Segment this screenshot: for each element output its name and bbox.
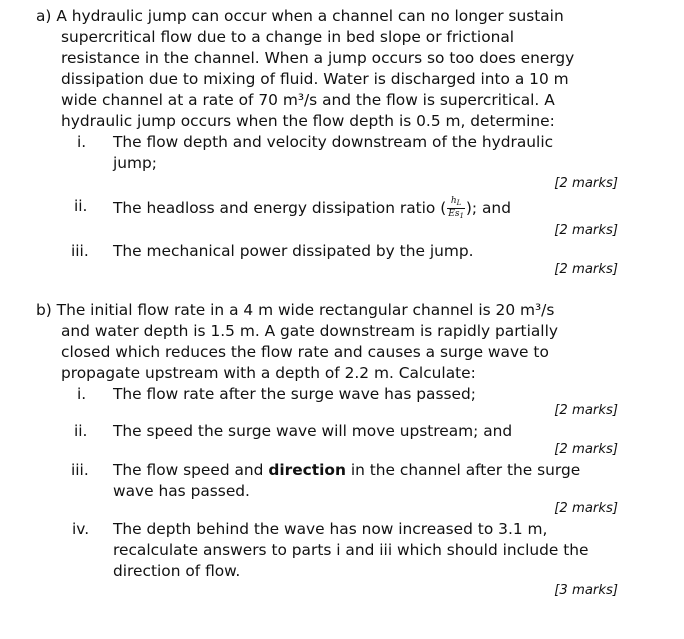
part-a-line-4: dissipation due to mixing of fluid. Water is discharged into a 10 m <box>61 70 569 88</box>
part-a-item-ii-marks: [2 marks] <box>554 223 618 238</box>
part-b-item-i-number: i. <box>77 385 87 403</box>
part-b-item-iv-text-line-1: The depth behind the wave has now increased to 3.1 m, <box>113 520 548 538</box>
part-b-item-iii-text-line-1 <box>113 460 580 481</box>
part-b-item-ii-number: ii. <box>74 422 88 440</box>
part-a-item-ii-number: ii. <box>74 197 88 215</box>
part-a-line-5: wide channel at a rate of 70 m³/s and the flow is supercritical. A <box>61 91 555 109</box>
fraction-denominator-symbol: Es <box>448 209 460 219</box>
part-b-line-3: closed which reduces the flow rate and causes a surge wave to <box>61 343 549 361</box>
part-b-line-2: and water depth is 1.5 m. A gate downstream is rapidly partially <box>61 322 558 340</box>
part-b-line-1: b) The initial flow rate in a 4 m wide rectangular channel is 20 m³/s <box>36 301 555 319</box>
part-b-item-ii-marks: [2 marks] <box>554 442 618 457</box>
fraction-numerator-symbol: h <box>450 196 457 206</box>
part-a-item-iii-number: iii. <box>71 242 89 260</box>
part-b-item-i-marks: [2 marks] <box>554 403 618 418</box>
energy-dissipation-ratio-fraction <box>447 196 465 221</box>
part-a-item-ii-text-before: The headloss and energy dissipation ratio ( <box>113 199 447 217</box>
part-b-item-iv-text-line-3: direction of flow. <box>113 562 241 580</box>
part-b-item-iii-text-before: The flow speed and <box>113 461 269 479</box>
part-a-line-2: supercritical flow due to a change in bed slope or frictional <box>61 28 515 46</box>
part-b-item-iv-number: iv. <box>72 520 90 538</box>
part-a-item-iii-text: The mechanical power dissipated by the jump. <box>113 242 474 260</box>
part-b-item-iii-number: iii. <box>71 461 89 479</box>
part-a-item-i-text-line-2: jump; <box>113 154 157 172</box>
part-b-item-i-text: The flow rate after the surge wave has passed; <box>113 385 476 403</box>
part-a-item-i-marks: [2 marks] <box>554 176 618 191</box>
part-a-item-ii-text-after: ); and <box>465 199 511 217</box>
part-a-item-ii-text <box>113 196 511 221</box>
part-b-item-ii-text: The speed the surge wave will move upstream; and <box>113 422 513 440</box>
part-a-item-i-number: i. <box>77 133 87 151</box>
part-b-item-iii-text-line-2: wave has passed. <box>113 482 250 500</box>
fraction-denominator <box>447 209 465 221</box>
part-a-line-3: resistance in the channel. When a jump occurs so too does energy <box>61 49 575 67</box>
part-b-item-iii-text-after: in the channel after the surge <box>345 461 581 479</box>
part-a-item-i-text-line-1: The flow depth and velocity downstream of the hydraulic <box>113 133 554 151</box>
part-b-item-iii-marks: [2 marks] <box>554 501 618 516</box>
part-b-item-iv-text-line-2: recalculate answers to parts i and iii which should include the <box>113 541 589 559</box>
part-b-item-iv-marks: [3 marks] <box>554 583 618 598</box>
fraction-numerator <box>447 196 465 209</box>
fraction-denominator-subscript: 1 <box>459 212 464 220</box>
part-a-item-iii-marks: [2 marks] <box>554 262 618 277</box>
part-b-line-4: propagate upstream with a depth of 2.2 m. Calculate: <box>61 364 476 382</box>
part-a-line-6: hydraulic jump occurs when the flow depth is 0.5 m, determine: <box>61 112 555 130</box>
emphasis-direction: direction <box>268 461 346 479</box>
fraction-numerator-subscript: L <box>456 199 462 207</box>
part-a-line-1: a) A hydraulic jump can occur when a channel can no longer sustain <box>36 7 564 25</box>
